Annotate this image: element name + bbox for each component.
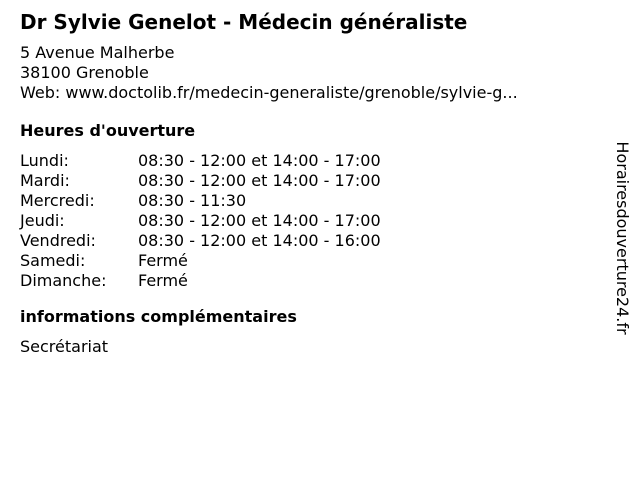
address-city: 38100 Grenoble <box>20 63 149 82</box>
day-hours: 08:30 - 12:00 et 14:00 - 17:00 <box>138 151 381 170</box>
day-label: Dimanche: <box>20 271 107 290</box>
hours-row-lundi <box>20 151 600 171</box>
address-block <box>20 43 600 103</box>
day-hours: Fermé <box>138 251 188 270</box>
day-hours: Fermé <box>138 271 188 290</box>
day-hours: 08:30 - 12:00 et 14:00 - 17:00 <box>138 211 381 230</box>
hours-row-jeudi <box>20 211 600 231</box>
day-label: Mercredi: <box>20 191 95 210</box>
brand-watermark: Horairesdouverture24.fr <box>613 141 632 335</box>
info-heading: informations complémentaires <box>20 307 297 326</box>
hours-table <box>20 151 600 291</box>
info-text: Secrétariat <box>20 337 109 356</box>
address-street: 5 Avenue Malherbe <box>20 43 175 62</box>
day-label: Lundi: <box>20 151 69 170</box>
hours-row-mardi <box>20 171 600 191</box>
listing-card <box>20 9 600 357</box>
day-hours: 08:30 - 12:00 et 14:00 - 17:00 <box>138 171 381 190</box>
hours-row-vendredi <box>20 231 600 251</box>
hours-heading: Heures d'ouverture <box>20 121 196 140</box>
website-link[interactable]: Web: www.doctolib.fr/medecin-generaliste/grenoble/sylvie-g... <box>20 83 518 102</box>
day-hours: 08:30 - 12:00 et 14:00 - 16:00 <box>138 231 381 250</box>
hours-row-samedi <box>20 251 600 271</box>
day-label: Vendredi: <box>20 231 96 250</box>
day-label: Samedi: <box>20 251 86 270</box>
day-label: Jeudi: <box>20 211 65 230</box>
hours-row-mercredi <box>20 191 600 211</box>
day-hours: 08:30 - 11:30 <box>138 191 247 210</box>
hours-row-dimanche <box>20 271 600 291</box>
day-label: Mardi: <box>20 171 70 190</box>
page-title: Dr Sylvie Genelot - Médecin généraliste <box>20 10 468 34</box>
